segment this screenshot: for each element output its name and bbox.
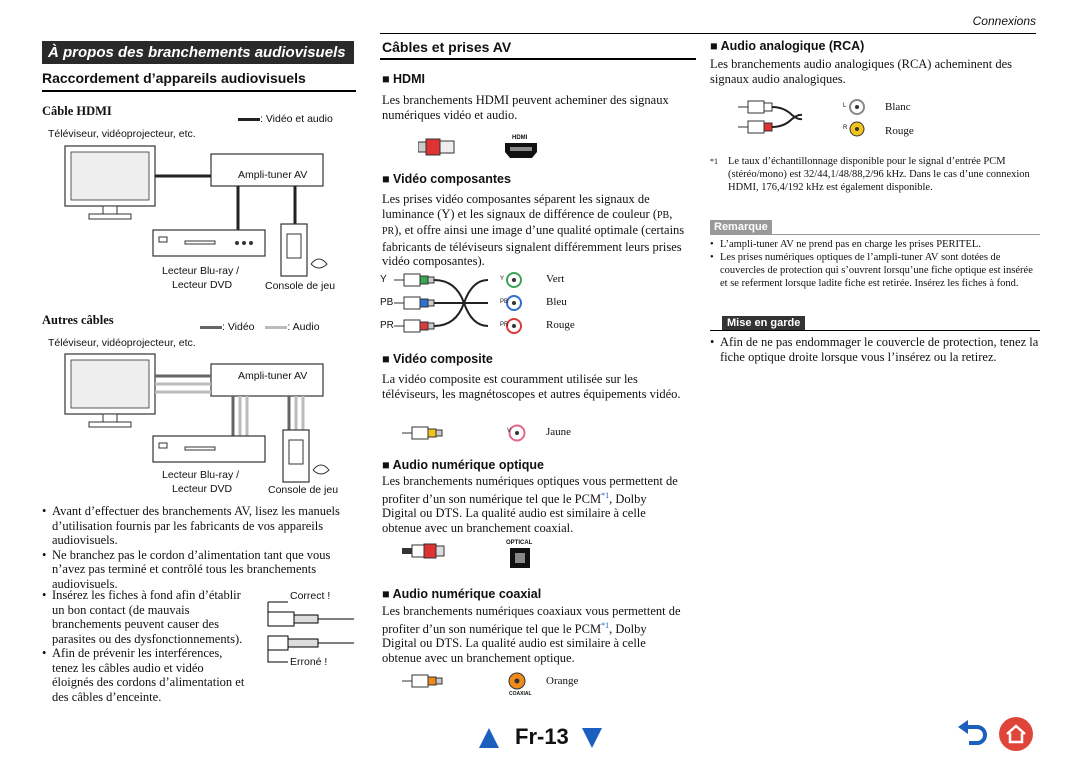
- coaxial-title-text: Audio numérique coaxial: [392, 587, 542, 601]
- hdmi-title-text: HDMI: [393, 72, 425, 86]
- component-color-label-3: Rouge: [546, 319, 575, 331]
- component-cable-svg: [384, 272, 684, 336]
- rca-white-label: Blanc: [885, 101, 911, 113]
- hdmi-title: ■ HDMI: [382, 72, 425, 86]
- amp-label-2: Ampli-tuner AV: [238, 370, 308, 382]
- remark-rule: [710, 234, 1040, 235]
- component-plug-label-2: PB: [380, 297, 394, 308]
- next-page-icon[interactable]: [581, 727, 603, 749]
- composite-text: La vidéo composite est couramment utilisée sur les téléviseurs, les magnétoscopes et autres équipements vidéo.: [382, 372, 681, 401]
- caution-tag: Mise en garde: [722, 316, 805, 330]
- plug-wrong-label: Erroné !: [290, 656, 328, 668]
- section-title: Connexions: [972, 14, 1036, 28]
- remark-list: [710, 238, 1040, 290]
- left-bullet-2: • Ne branchez pas le cordon d’alimentation tant que vous n’avez pas terminé et contrôlé tous les branchements audiovisuels.: [42, 548, 360, 592]
- optical-jack-label: OPTICAL: [506, 540, 533, 546]
- player-label-1a: Lecteur Blu-ray /: [162, 265, 240, 277]
- optical-title: ■ Audio numérique optique: [382, 458, 544, 472]
- left-heading-rule: [42, 90, 356, 92]
- component-plug-label-3: PR: [380, 320, 394, 331]
- component-jack-label-3: PR: [500, 322, 509, 328]
- component-text-3: ), et offre ainsi une image d’une qualité optimale (certains fabricants de téléviseurs signalent différemment leurs prises vidéo composantes).: [382, 223, 685, 268]
- rca-jack-l: L: [843, 103, 847, 109]
- rca-jack-r: R: [843, 125, 848, 131]
- component-plug-label-1: Y: [380, 274, 387, 285]
- component-color-label-1: Vert: [546, 273, 565, 285]
- left-bullets-narrow: [42, 588, 248, 704]
- coaxial-text-2: , Dolby Digital ou DTS. La qualité audio est similaire à celle obtenue avec un branchement optique.: [382, 621, 647, 665]
- optical-text: [382, 474, 682, 535]
- plug-correct-label: Correct !: [290, 590, 331, 602]
- section-banner: À propos des branchements audiovisuels: [42, 41, 354, 64]
- footnote: [710, 155, 1040, 194]
- player-label-2b: Lecteur DVD: [172, 483, 233, 495]
- home-icon[interactable]: [998, 716, 1034, 752]
- component-jack-label-2: PB: [500, 299, 509, 305]
- tv-label-1: Téléviseur, vidéoprojecteur, etc.: [48, 128, 196, 140]
- caution-1: • Afin de ne pas endommager le couvercle de protection, tenez la fiche optique droite lorsque vous l’insérez ou la retirez.: [710, 335, 1040, 364]
- audio-legend-text: : Audio: [287, 321, 320, 333]
- hdmi-text: Les branchements HDMI peuvent acheminer des signaux numériques vidéo et audio.: [382, 93, 669, 122]
- coaxial-color-label: Orange: [546, 675, 579, 687]
- other-cables-title: Autres câbles: [42, 313, 114, 327]
- composite-jack-label: V: [507, 428, 512, 434]
- left-bullets: [42, 504, 360, 591]
- component-text: [382, 192, 694, 269]
- rca-red-label: Rouge: [885, 125, 914, 137]
- component-title-text: Vidéo composantes: [393, 172, 511, 186]
- coaxial-cable-icon: [402, 672, 534, 692]
- audio-legend-swatch: [265, 326, 287, 329]
- player-label-2a: Lecteur Blu-ray /: [162, 469, 240, 481]
- component-text-2: ,: [669, 206, 673, 221]
- middle-heading: Câbles et prises AV: [382, 39, 512, 55]
- player-label-1b: Lecteur DVD: [172, 279, 233, 291]
- caution-rule: [710, 330, 1040, 331]
- hdmi-cable-title: Câble HDMI: [42, 104, 112, 118]
- hdmi-legend: [238, 113, 333, 125]
- video-legend-swatch: [200, 326, 222, 329]
- optical-jack-icon: [509, 547, 531, 569]
- rca-title: ■ Audio analogique (RCA): [710, 39, 865, 53]
- left-bullet-1: • Avant d’effectuer des branchements AV, lisez les manuels d’utilisation fournis par les fabricants de vos appareils audiovisuels.: [42, 504, 360, 548]
- component-text-1: Les prises vidéo composantes séparent les signaux de luminance (Y) et les signaux de différence de couleur (: [382, 192, 657, 221]
- optical-text-2: , Dolby Digital ou DTS. La qualité audio est similaire à celle obtenue avec un branchement coaxial.: [382, 491, 647, 535]
- console-label-2: Console de jeu: [268, 484, 339, 496]
- rca-text: Les branchements audio analogiques (RCA) acheminent des signaux audio analogiques.: [710, 57, 1012, 86]
- coaxial-text-1: Les branchements numériques coaxiaux vous permettent de profiter d’un son numérique tel que le PCM: [382, 604, 681, 636]
- other-legend: [200, 321, 320, 333]
- optical-footnote-ref[interactable]: *1: [601, 490, 610, 500]
- component-cable-diagram: [380, 272, 684, 336]
- hdmi-legend-swatch: [238, 118, 260, 121]
- left-bullet-3: • Insérez les fiches à fond afin d’établir un bon contact (de mauvais branchements peuvent causer des parasites ou des dysfonctionnements).: [42, 588, 248, 646]
- tv-label-2: Téléviseur, vidéoprojecteur, etc.: [48, 337, 196, 349]
- page-number: Fr-13: [515, 724, 569, 749]
- amp-label-1: Ampli-tuner AV: [238, 169, 308, 181]
- hdmi-jack-icon: [504, 142, 538, 160]
- coaxial-footnote-ref[interactable]: *1: [601, 620, 610, 630]
- component-pb: PB: [657, 209, 670, 221]
- optical-plug-icon: [402, 541, 462, 561]
- remark-tag: Remarque: [710, 220, 772, 234]
- coaxial-jack-label: COAXIAL: [509, 691, 532, 697]
- middle-heading-rule: [380, 58, 696, 60]
- rca-cable-icon: [738, 98, 878, 140]
- footnote-mark: *1: [710, 157, 718, 166]
- footnote-text: Le taux d’échantillonnage disponible pour le signal d’entrée PCM (stéréo/mono) est 32/44,1/48/88,2/96 kHz. Dans le cas d’une connexion HDMI, 176,4/192 kHz est également disponible.: [728, 156, 1030, 193]
- previous-page-icon[interactable]: [478, 727, 500, 749]
- remark-2: • Les prises numériques optiques de l’ampli-tuner AV sont dotées de couvercles de protection qui s’ouvrent lorsqu’une fiche optique est insérée et se referment lorsque ladite fiche est retirée. Insérez les fiches à fond.: [710, 251, 1040, 290]
- rca-title-text: Audio analogique (RCA): [720, 39, 865, 53]
- optical-text-1: Les branchements numériques optiques vous permettent de profiter d’un son numérique tel que le PCM: [382, 474, 678, 506]
- console-label-1: Console de jeu: [265, 280, 336, 292]
- coaxial-title: ■ Audio numérique coaxial: [382, 587, 542, 601]
- optical-title-text: Audio numérique optique: [392, 458, 544, 472]
- component-title: ■ Vidéo composantes: [382, 172, 511, 186]
- remark-1: • L’ampli-tuner AV ne prend pas en charge les prises PERITEL.: [710, 238, 1040, 251]
- coaxial-text: [382, 604, 682, 665]
- composite-cable-icon: [402, 424, 534, 442]
- component-pr: PR: [382, 226, 395, 237]
- video-legend-text: : Vidéo: [222, 321, 255, 333]
- component-jack-label-1: Y: [500, 276, 505, 282]
- composite-color-label: Jaune: [546, 426, 572, 438]
- back-icon[interactable]: [956, 718, 988, 750]
- caution-list: [710, 335, 1040, 364]
- left-heading: Raccordement d’appareils audiovisuels: [42, 70, 306, 86]
- header-rule: [380, 33, 1036, 34]
- component-color-label-2: Bleu: [546, 296, 567, 308]
- hdmi-legend-text: : Vidéo et audio: [260, 113, 333, 125]
- composite-title-text: Vidéo composite: [393, 352, 493, 366]
- hdmi-jack-label: HDMI: [512, 135, 528, 141]
- composite-title: ■ Vidéo composite: [382, 352, 493, 366]
- left-bullet-4: • Afin de prévenir les interférences, tenez les câbles audio et vidéo éloignés des cordons d’alimentation et des câbles d’enceinte.: [42, 646, 248, 704]
